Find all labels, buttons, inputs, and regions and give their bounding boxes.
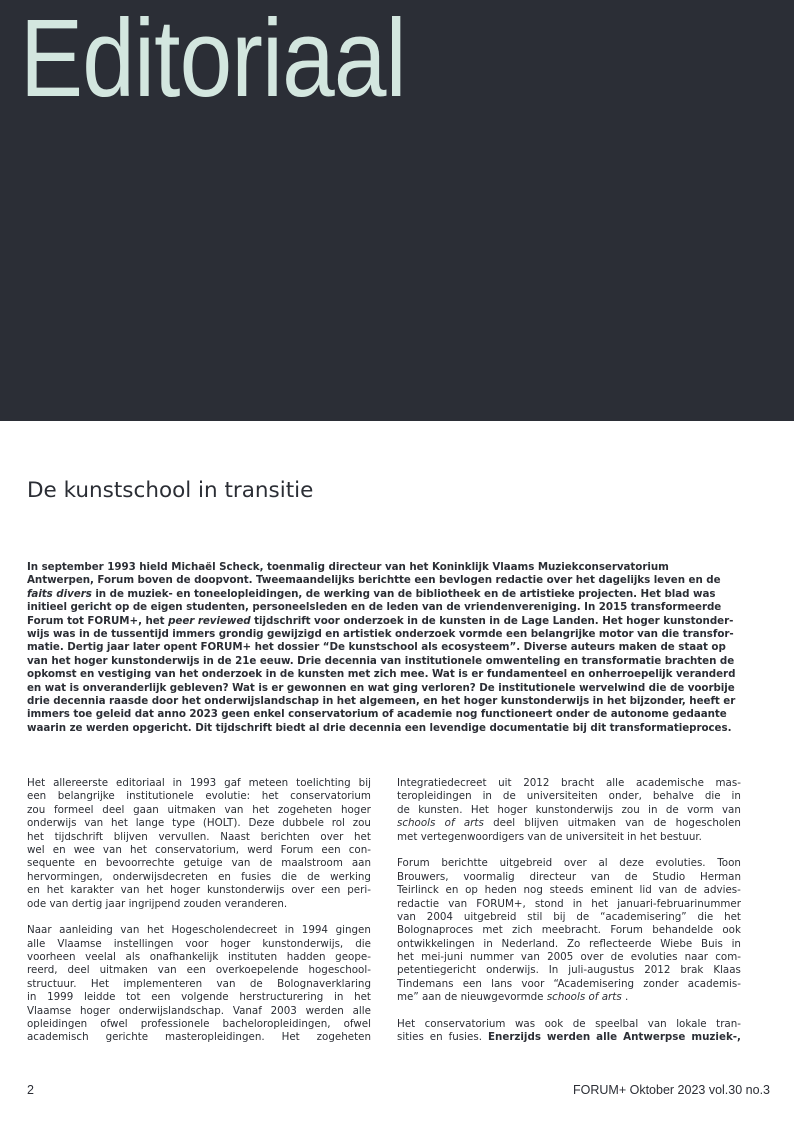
body-line: Vlaamse hoger onderwijslandschap. Vanaf 2003 werden alle — [27, 1004, 371, 1017]
lead-line: wijs was in de tussentijd immers grondig gewijzigd en artistiek onderzoek vormde een belangrijke motor van die transfor- — [27, 628, 734, 641]
body-line: in 1999 leidde tot een volgende herstructurering in het — [27, 991, 371, 1004]
body-line: zou formeel deel gaan uitmaken van het zogeheten hoger — [27, 803, 371, 816]
body-line: sities en fusies. Enerzijds werden alle Antwerpse muziek-, — [397, 1031, 741, 1044]
body-paragraph — [397, 857, 741, 1004]
body-paragraph — [397, 1018, 741, 1045]
body-column-left — [27, 777, 371, 1058]
body-line: Forum berichtte uitgebreid over al deze evoluties. Toon — [397, 857, 741, 870]
body-line: schools of arts deel blijven uitmaken van de hogescholen — [397, 817, 741, 830]
body-line: Naar aanleiding van het Hogescholendecreet in 1994 gingen — [27, 924, 371, 937]
body-line: wel en wee van het conservatorium, werd Forum een con- — [27, 843, 371, 856]
lead-line: van het hoger kunstonderwijs in de 21e eeuw. Drie decennia van institutionele omwenteling en transformatie brachten de — [27, 654, 735, 667]
body-line: en het karakter van het hoger kunstonderwijs over een peri- — [27, 884, 371, 897]
lead-line: drie decennia raasde door het onderwijslandschap in het algemeen, en het hoger kunstonderwijs in het bijzonder, heeft er — [27, 695, 736, 708]
lead-line: Antwerpen, Forum boven de doopvont. Tweemaandelijks berichtte een bevlogen redactie over het dagelijks leven en de — [27, 574, 721, 587]
body-line: ode van dertig jaar ingrijpend zouden veranderen. — [27, 897, 288, 910]
lead-line: opkomst en vestiging van het onderzoek in de kunsten met zich mee. Wat is er fundamenteel en onherroepelijk veranderd — [27, 668, 736, 681]
body-line: Teirlinck en op heden nog steeds eminent lid van de advies- — [397, 884, 741, 897]
body-line: Tindemans een lans voor “Academisering zonder academis- — [397, 977, 741, 990]
issue-info: FORUM+ Oktober 2023 vol.30 no.3 — [573, 1083, 770, 1097]
body-line: petentiegericht onderwijs. In juli-augustus 2012 brak Klaas — [397, 964, 741, 977]
lead-line: immers toe geleid dat anno 2023 geen enkel conservatorium of academie nog functioneert onder de autonome gedaante — [27, 708, 727, 721]
body-line: alle Vlaamse instellingen voor hoger kunstonderwijs, die — [27, 937, 371, 950]
body-line: opleidingen ofwel professionele bacheloropleidingen, ofwel — [27, 1018, 371, 1031]
body-line: sequente en bevoorrechte getuige van de maalstroom aan — [27, 857, 371, 870]
body-line: redactie van FORUM+, stond in het januari-februarinummer — [397, 897, 741, 910]
body-line: voorheen veelal als onafhankelijk instituten hadden geope- — [27, 951, 371, 964]
body-paragraph — [27, 777, 371, 911]
body-line: Het conservatorium was ook de speelbal van lokale tran- — [397, 1018, 741, 1031]
body-line: Integratiedecreet uit 2012 bracht alle academische mas- — [397, 777, 741, 789]
body-line: Het allereerste editoriaal in 1993 gaf meteen toelichting bij — [27, 777, 371, 789]
body-line: een belangrijke institutionele evolutie: het conservatorium — [27, 790, 371, 803]
body-line: de kunsten. Het hoger kunstonderwijs zou in de vorm van — [397, 803, 741, 816]
body-column-right — [397, 777, 741, 1058]
lead-line: Forum tot FORUM+, het peer reviewed tijdschrift voor onderzoek in de kunsten in de Lage Landen. Het hoger kunstonder- — [27, 614, 734, 627]
page-number: 2 — [27, 1083, 34, 1097]
body-line: me” aan de nieuwgevormde schools of arts . — [397, 991, 629, 1004]
body-paragraph — [397, 777, 741, 844]
body-line: onderwijs van het lange type (HOLT). Deze dubbele rol zou — [27, 817, 371, 830]
body-line: structuur. Het implementeren van de Bolognaverklaring — [27, 977, 371, 990]
article-subtitle: De kunstschool in transitie — [27, 478, 314, 503]
page-title: Editoriaal — [20, 0, 406, 120]
lead-line: faits divers in de muziek- en toneelopleidingen, de werking van de bibliotheek en de artistieke projecten. Het blad was — [27, 587, 716, 600]
body-line: het tijdschrift blijven vervullen. Naast berichten over het — [27, 830, 371, 843]
lead-line: matie. Dertig jaar later opent FORUM+ het dossier “De kunstschool als ecosysteem”. Diverse auteurs maken de staat op — [27, 641, 726, 654]
body-line: academisch gerichte masteropleidingen. Het zogeheten — [27, 1031, 371, 1044]
lead-paragraph — [27, 561, 769, 735]
body-line: ontwikkelingen in Nederland. Zo reflecteerde Wiebe Buis in — [397, 937, 741, 950]
body-line: met vertegenwoordigers van de universiteit in het bestuur. — [397, 830, 702, 843]
lead-line: In september 1993 hield Michaël Scheck, toenmalig directeur van het Koninklijk Vlaams Muziekconservatorium — [27, 561, 669, 573]
lead-line: initieel gericht op de eigen studenten, personeelsleden en de leden van de vriendenvereniging. In 2015 transformeerde — [27, 601, 722, 614]
body-line: Brouwers, voormalig directeur van de Studio Herman — [397, 870, 741, 883]
header-band — [0, 0, 794, 421]
body-line: teropleidingen in de universiteiten onder, behalve die in — [397, 790, 741, 803]
body-line: van 2004 uitgebreid stil bij de “academisering” die het — [397, 910, 741, 923]
lead-line: waarin ze werden opgericht. Dit tijdschrift biedt al drie decennia een levendige documentatie bij dit transformatieproces. — [27, 721, 732, 734]
body-line: hervormingen, onderwijsdecreten en fusies die de werking — [27, 870, 371, 883]
body-line: reerd, deel uitmaken van een overkoepelende hogeschool- — [27, 964, 371, 977]
body-paragraph — [27, 924, 371, 1045]
lead-line: en wat is onveranderlijk gebleven? Wat is er gewonnen en wat ging verloren? De institutionele wervelwind die de voorbije — [27, 681, 735, 694]
body-line: Bolognaproces met zich meebracht. Forum behandelde ook — [397, 924, 741, 937]
body-line: het mei-juni nummer van 2005 over de evoluties naar com- — [397, 951, 741, 964]
